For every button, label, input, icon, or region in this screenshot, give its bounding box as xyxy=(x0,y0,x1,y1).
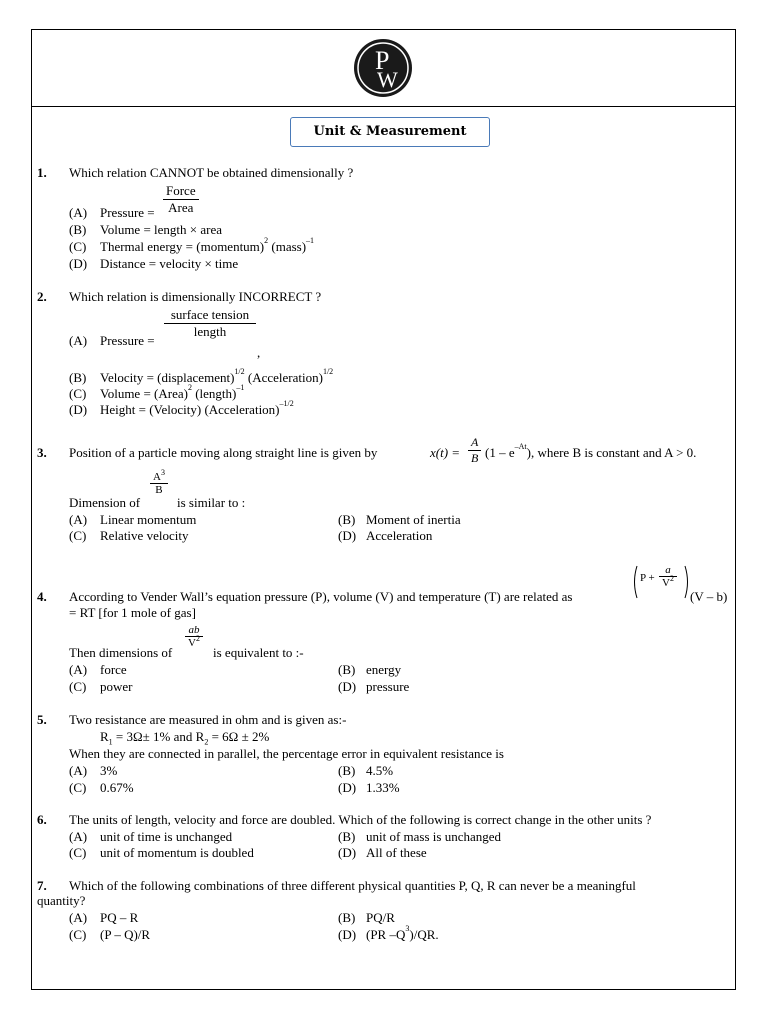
q7-d-label: (D) xyxy=(338,927,357,942)
svg-text:W: W xyxy=(377,67,398,92)
q3-c-text: Relative velocity xyxy=(100,528,189,543)
q7-d-text: (PR $-Q^3)/QR$. xyxy=(366,924,439,942)
q3-a-label: (A) xyxy=(69,512,88,527)
q1-c-label: (C) xyxy=(69,239,87,254)
q1-text: Which relation CANNOT be obtained dimensionally ? xyxy=(69,165,354,180)
q6-a-label: (A) xyxy=(69,829,88,844)
q6-c-text: unit of momentum is doubled xyxy=(100,845,254,860)
q5-number: 5. xyxy=(37,712,47,727)
q1-number: 1. xyxy=(37,165,47,180)
q3-eq-lhs: x(t) = xyxy=(430,445,461,460)
q2-number: 2. xyxy=(37,289,47,304)
q4-c-text: power xyxy=(100,679,133,694)
q3-dim-prefix: Dimension of xyxy=(69,495,141,510)
q4-c-label: (C) xyxy=(69,679,87,694)
q4-then-prefix: Then dimensions of xyxy=(69,645,173,660)
q5-a-label: (A) xyxy=(69,763,88,778)
q5-line3: When they are connected in parallel, the percentage error in equivalent resistance is xyxy=(69,746,504,761)
q4-text-line1: According to Vender Wall’s equation pressure (P), volume (V) and temperature (T) are related as xyxy=(69,589,573,604)
q3-number: 3. xyxy=(37,445,47,460)
q6-number: 6. xyxy=(37,812,47,827)
q3-d-label: (D) xyxy=(338,528,357,543)
q3-eq-rhs: $(1 - e^{-At})$, where B is constant and A > 0. xyxy=(485,442,697,460)
q4-d-label: (D) xyxy=(338,679,357,694)
q1-a-label: (A) xyxy=(69,205,88,220)
q7-text-line2: quantity? xyxy=(37,893,86,908)
q2-text: Which relation is dimensionally INCORRECT ? xyxy=(69,289,322,304)
q2-b-text: Velocity = (displacement)$^{1/2}$ (Acceleration)$^{1/2}$ xyxy=(100,367,334,385)
q6-b-text: unit of mass is unchanged xyxy=(366,829,502,844)
q1-d-label: (D) xyxy=(69,256,88,271)
q4-eq-tail: (V – b) xyxy=(690,589,728,604)
q3-dim-suffix: is similar to : xyxy=(177,495,246,510)
q1-c-text: Thermal energy = (momentum)$^2$ (mass)$^{-1}$ xyxy=(100,236,315,254)
q3-eq-fraction: $\frac{A}{B}$ xyxy=(468,435,481,466)
q2-a-label: (A) xyxy=(69,333,88,348)
q5-text: Two resistance are measured in ohm and is given as:- xyxy=(69,712,347,727)
q5-values: $R_1 = 3\Omega\pm 1\%$ and $R_2 = 6\Omega \pm 2\%$ xyxy=(100,729,270,747)
q3-text: Position of a particle moving along straight line is given by xyxy=(69,445,378,460)
q5-d-label: (D) xyxy=(338,780,357,795)
q4-text-line2: = RT [for 1 mole of gas] xyxy=(69,605,196,620)
q6-b-label: (B) xyxy=(338,829,356,844)
q2-c-text: Volume = (Area)$^2$ (length)$^{-1}$ xyxy=(100,383,245,401)
q4-d-text: pressure xyxy=(366,679,410,694)
q5-c-label: (C) xyxy=(69,780,87,795)
q2-frac-num: surface tension xyxy=(164,307,256,324)
q6-c-label: (C) xyxy=(69,845,87,860)
page-title: Unit & Measurement xyxy=(290,117,490,147)
q4-a-label: (A) xyxy=(69,662,88,677)
q7-a-text: PQ – R xyxy=(100,910,139,925)
q3-c-label: (C) xyxy=(69,528,87,543)
q6-d-text: All of these xyxy=(366,845,427,860)
q1-a-fraction xyxy=(163,183,199,216)
q7-c-label: (C) xyxy=(69,927,87,942)
q2-d-label: (D) xyxy=(69,402,88,417)
q5-b-label: (B) xyxy=(338,763,356,778)
q6-text: The units of length, velocity and force are doubled. Which of the following is correct change in the other units ? xyxy=(69,812,652,827)
q7-b-text: PQ/R xyxy=(366,910,395,925)
q1-d-text: Distance = velocity × time xyxy=(100,256,239,271)
q2-a-fraction xyxy=(164,307,256,340)
q2-stray-comma: , xyxy=(257,345,261,360)
q3-dim-fraction: $\frac{A^3}{B}$ xyxy=(150,471,168,496)
q7-number: 7. xyxy=(37,878,47,893)
q4-b-label: (B) xyxy=(338,662,356,677)
q1-frac-num: Force xyxy=(163,183,199,200)
q4-eq-p: P + xyxy=(640,572,655,584)
q4-number: 4. xyxy=(37,589,47,604)
q5-c-text: 0.67% xyxy=(100,780,134,795)
q2-b-label: (B) xyxy=(69,370,87,385)
q1-a-text: Pressure = xyxy=(100,205,155,220)
header-divider xyxy=(31,106,736,107)
q1-b-text: Volume = length × area xyxy=(100,222,223,237)
q2-c-label: (C) xyxy=(69,386,87,401)
q3-d-text: Acceleration xyxy=(366,528,433,543)
q3-a-text: Linear momentum xyxy=(100,512,197,527)
q2-frac-den: length xyxy=(193,324,227,339)
q4-eq-fraction: $\frac{a}{V^2}$ xyxy=(659,564,677,589)
q7-a-label: (A) xyxy=(69,910,88,925)
q3-b-label: (B) xyxy=(338,512,356,527)
q5-d-text: 1.33% xyxy=(366,780,400,795)
q7-c-text: (P – Q)/R xyxy=(100,927,151,942)
q6-d-label: (D) xyxy=(338,845,357,860)
q7-text-line1: Which of the following combinations of three different physical quantities P, Q, R can never be a meaningful xyxy=(69,878,636,893)
q4-then-suffix: is equivalent to :- xyxy=(213,645,304,660)
q3-b-text: Moment of inertia xyxy=(366,512,461,527)
q4-a-text: force xyxy=(100,662,127,677)
q5-a-text: 3% xyxy=(100,763,118,778)
q1-b-label: (B) xyxy=(69,222,87,237)
svg-text:P: P xyxy=(375,46,390,75)
q4-then-fraction: $\frac{ab}{V^2}$ xyxy=(185,624,203,649)
q5-b-text: 4.5% xyxy=(366,763,394,778)
q2-d-text: Height = (Velocity) (Acceleration)$^{-1/2}$ xyxy=(100,399,294,417)
q6-a-text: unit of time is unchanged xyxy=(100,829,233,844)
q2-a-text: Pressure = xyxy=(100,333,155,348)
q1-frac-den: Area xyxy=(168,200,194,215)
q4-b-text: energy xyxy=(366,662,402,677)
pw-logo xyxy=(353,38,413,98)
q7-b-label: (B) xyxy=(338,910,356,925)
